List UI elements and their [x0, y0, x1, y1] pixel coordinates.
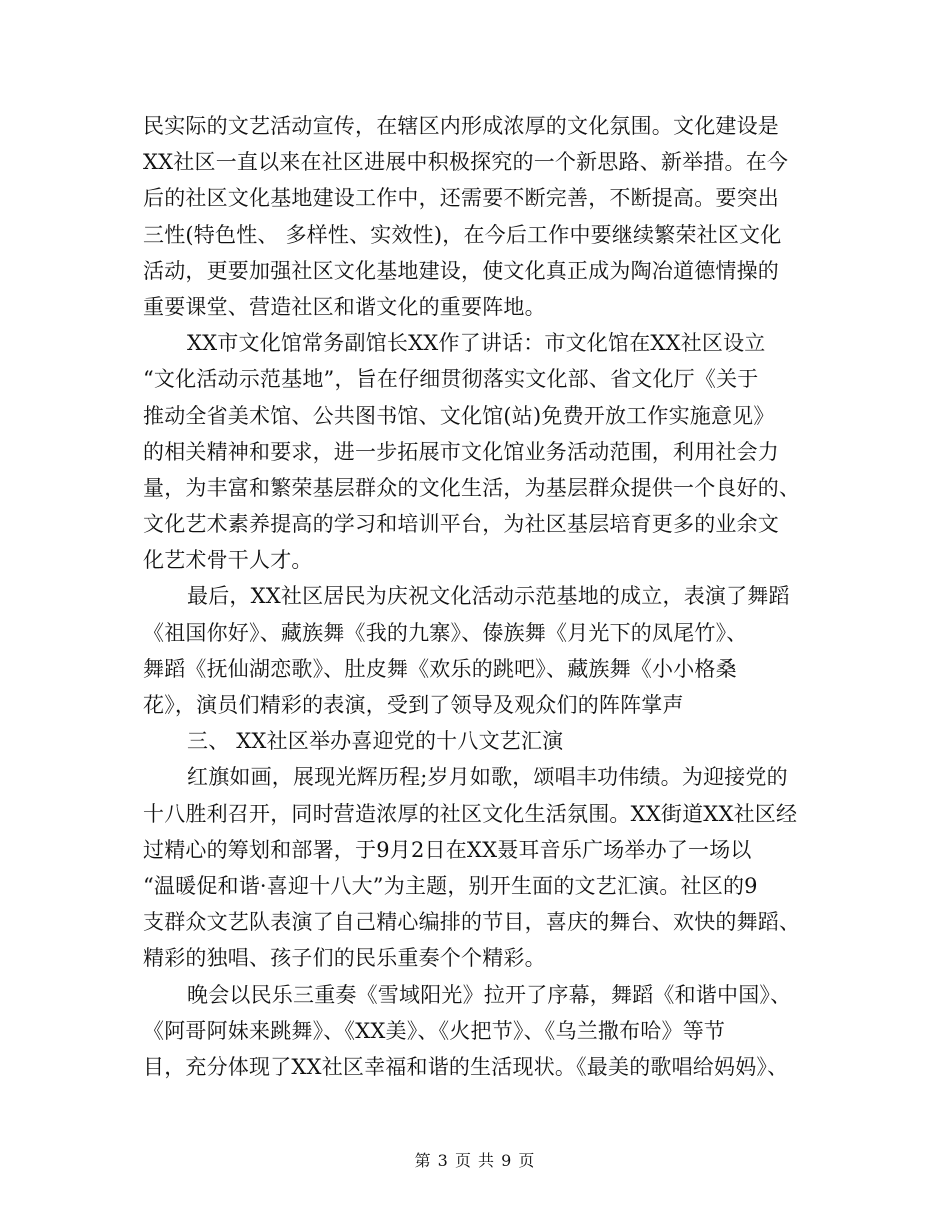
text-line: “温暖促和谐·喜迎十八大”为主题，别开生面的文艺汇演。社区的9: [143, 873, 758, 898]
text-line: 十八胜利召开，同时营造浓厚的社区文化生活氛围。XX街道XX社区经: [143, 801, 798, 826]
text-line: 舞蹈《抚仙湖恋歌》、肚皮舞《欢乐的跳吧》、藏族舞《小小格桑: [143, 656, 737, 681]
text-line: 三性(特色性、 多样性、实效性)，在今后工作中要继续繁荣社区文化: [143, 222, 782, 247]
text-line: 活动，更要加强社区文化基地建设，使文化真正成为陶冶道德情操的: [143, 258, 779, 283]
text-line: 支群众文艺队表演了自己精心编排的节目，喜庆的舞台、欢快的舞蹈、: [143, 910, 801, 935]
paragraph: [143, 108, 815, 325]
text-line: “文化活动示范基地”，旨在仔细贯彻落实文化部、省文化厅《关于: [143, 367, 759, 392]
text-line: 文化艺术素养提高的学习和培训平台，为社区基层培育更多的业余文: [143, 512, 779, 537]
paragraph: [143, 325, 815, 578]
text-line: 精彩的独唱、孩子们的民乐重奏个个精彩。: [143, 946, 546, 971]
paragraph: [143, 977, 815, 1086]
text-line: XX社区一直以来在社区进展中积极探究的一个新思路、新举措。在今: [143, 150, 789, 175]
document-body: [143, 108, 815, 1085]
text-line: 最后，XX社区居民为庆祝文化活动示范基地的成立，表演了舞蹈: [187, 584, 790, 609]
text-line: XX市文化馆常务副馆长XX作了讲话：市文化馆在XX社区设立: [187, 331, 766, 356]
text-line: 目，充分体现了XX社区幸福和谐的生活现状。《最美的歌唱给妈妈》、: [143, 1054, 789, 1079]
text-line: 推动全省美术馆、公共图书馆、文化馆(站)免费开放工作实施意见》: [143, 403, 775, 428]
text-line: 红旗如画，展现光辉历程;岁月如歌，颂唱丰功伟绩。为迎接党的: [187, 765, 788, 790]
text-line: 量，为丰富和繁荣基层群众的文化生活，为基层群众提供一个良好的、: [143, 475, 801, 500]
text-line: 三、 XX社区举办喜迎党的十八文艺汇演: [187, 729, 564, 754]
text-line: 晚会以民乐三重奏《雪域阳光》拉开了序幕，舞蹈《和谐中国》、: [187, 982, 792, 1007]
page-number-footer: 第 3 页 共 9 页: [414, 1151, 536, 1170]
text-line: 《阿哥阿妹来跳舞》、《XX美》、《火把节》、《乌兰撒布哈》等节: [143, 1018, 726, 1043]
text-line: 的相关精神和要求，进一步拓展市文化馆业务活动范围，利用社会力: [143, 439, 779, 464]
paragraph: [143, 723, 815, 759]
text-line: 《祖国你好》、藏族舞《我的九寨》、傣族舞《月光下的凤尾竹》、: [143, 620, 748, 645]
text-line: 重要课堂、营造社区和谐文化的重要阵地。: [143, 294, 546, 319]
text-line: 民实际的文艺活动宣传，在辖区内形成浓厚的文化氛围。文化建设是: [143, 114, 779, 138]
text-line: 过精心的筹划和部署，于9月2日在XX聂耳音乐广场举办了一场以: [143, 837, 752, 862]
text-line: 后的社区文化基地建设工作中，还需要不断完善，不断提高。要突出: [143, 186, 779, 211]
text-line: 花》，演员们精彩的表演，受到了领导及观众们的阵阵掌声: [143, 693, 684, 717]
paragraph: [143, 578, 815, 723]
text-line: 化艺术骨干人才。: [143, 548, 313, 573]
paragraph: [143, 759, 815, 976]
